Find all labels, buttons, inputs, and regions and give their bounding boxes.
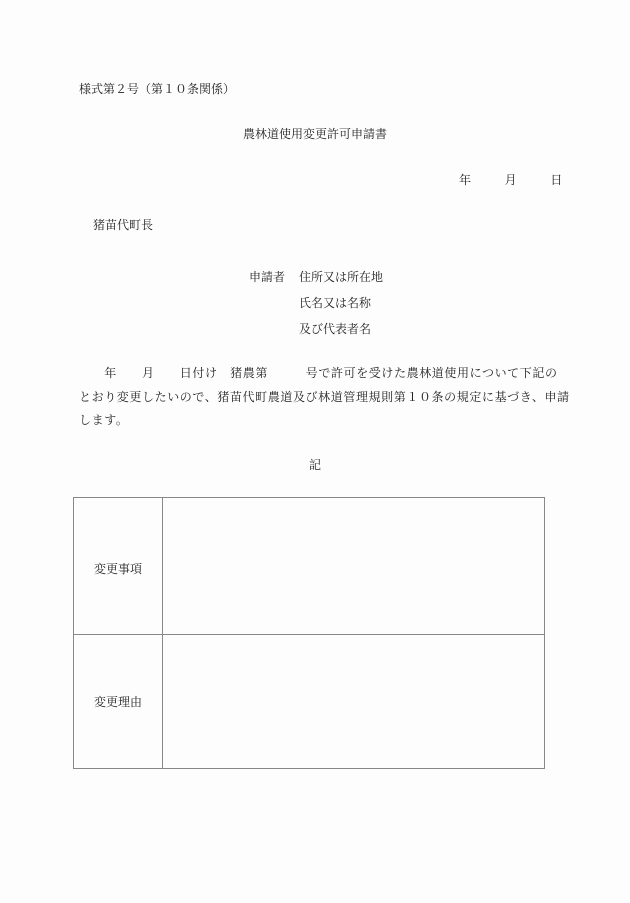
change-reason-label: 変更理由 <box>93 695 142 709</box>
applicant-address-field: 住所又は所在地 <box>299 270 384 284</box>
change-details-table <box>73 497 545 769</box>
change-reason-field[interactable] <box>163 635 544 769</box>
document-title: 農林道使用変更許可申請書 <box>242 127 387 141</box>
table-row <box>74 498 544 635</box>
table-row <box>74 635 544 769</box>
date-month: 月 <box>504 173 517 187</box>
body-text-line-2: とおり変更したいので、猪苗代町農道及び林道管理規則第１０条の規定に基づき、申請 <box>79 390 570 404</box>
addressee: 猪苗代町長 <box>93 218 154 232</box>
change-reason-label-cell <box>74 635 163 769</box>
body-text-line-3: します。 <box>79 413 129 427</box>
change-items-label-cell <box>74 498 163 634</box>
date-year: 年 <box>459 173 472 187</box>
change-items-label: 変更事項 <box>93 562 142 576</box>
body-text-line-1: 年 月 日付け 猪農第 号で許可を受けた農林道使用について下記の <box>79 366 558 380</box>
form-number-label: 様式第２号（第１０条関係） <box>79 82 236 96</box>
date-line <box>459 173 562 187</box>
applicant-representative-field: 及び代表者名 <box>299 322 372 336</box>
applicant-name-field: 氏名又は名称 <box>299 296 372 310</box>
ki-heading: 記 <box>308 458 321 472</box>
change-items-field[interactable] <box>163 498 544 634</box>
date-day: 日 <box>550 173 563 187</box>
applicant-label: 申請者 <box>249 270 286 284</box>
